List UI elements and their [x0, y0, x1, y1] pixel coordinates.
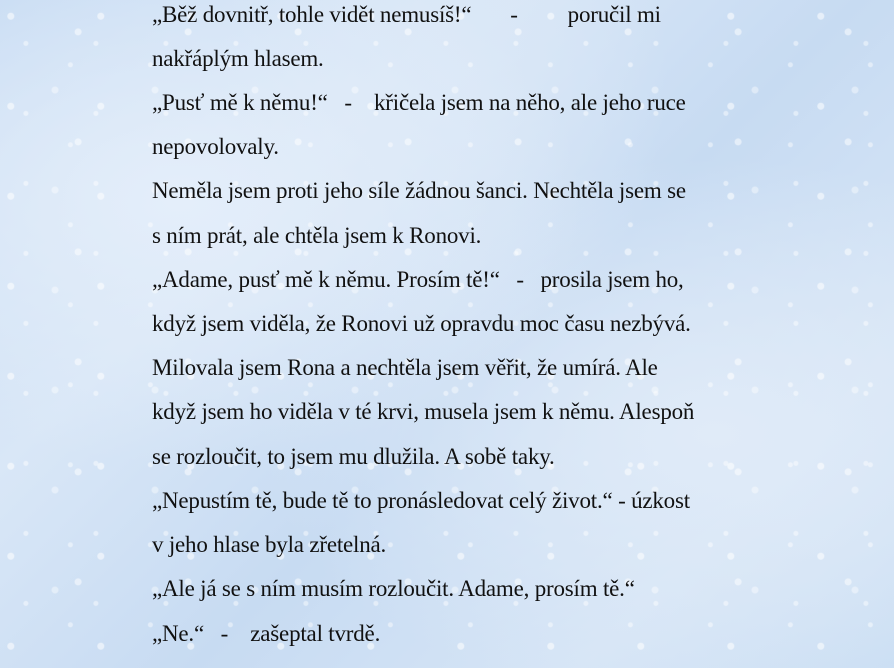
document-page [152, 0, 832, 668]
text-line: „Ne.“ - zašeptal tvrdě. [152, 621, 381, 646]
text-line: v jeho hlase byla zřetelná. [152, 532, 387, 557]
text-line: „Nepustím tě, bude tě to pronásledovat celý život.“ - úzkost [152, 488, 690, 513]
text-line: když jsem viděla, že Ronovi už opravdu moc času nezbývá. [152, 311, 691, 336]
text-line: „Běž dovnitř, tohle vidět nemusíš!“ - poručil mi [152, 2, 661, 27]
text-line: se rozloučit, to jsem mu dlužila. A sobě taky. [152, 444, 555, 469]
text-line: Neměla jsem proti jeho síle žádnou šanci. Nechtěla jsem se [152, 178, 686, 203]
text-line: Milovala jsem Rona a nechtěla jsem věřit, že umírá. Ale [152, 355, 658, 380]
text-line: nakřáplým hlasem. [152, 46, 324, 71]
text-line: nepovolovaly. [152, 134, 279, 159]
text-line: „Pusť mě k němu!“ - křičela jsem na něho, ale jeho ruce [152, 90, 686, 115]
text-line: „Ale já se s ním musím rozloučit. Adame, prosím tě.“ [152, 576, 635, 601]
text-line: s ním prát, ale chtěla jsem k Ronovi. [152, 223, 482, 248]
text-line: když jsem ho viděla v té krvi, musela jsem k němu. Alespoň [152, 399, 695, 424]
text-line: „Adame, pusť mě k němu. Prosím tě!“ - prosila jsem ho, [152, 267, 684, 292]
